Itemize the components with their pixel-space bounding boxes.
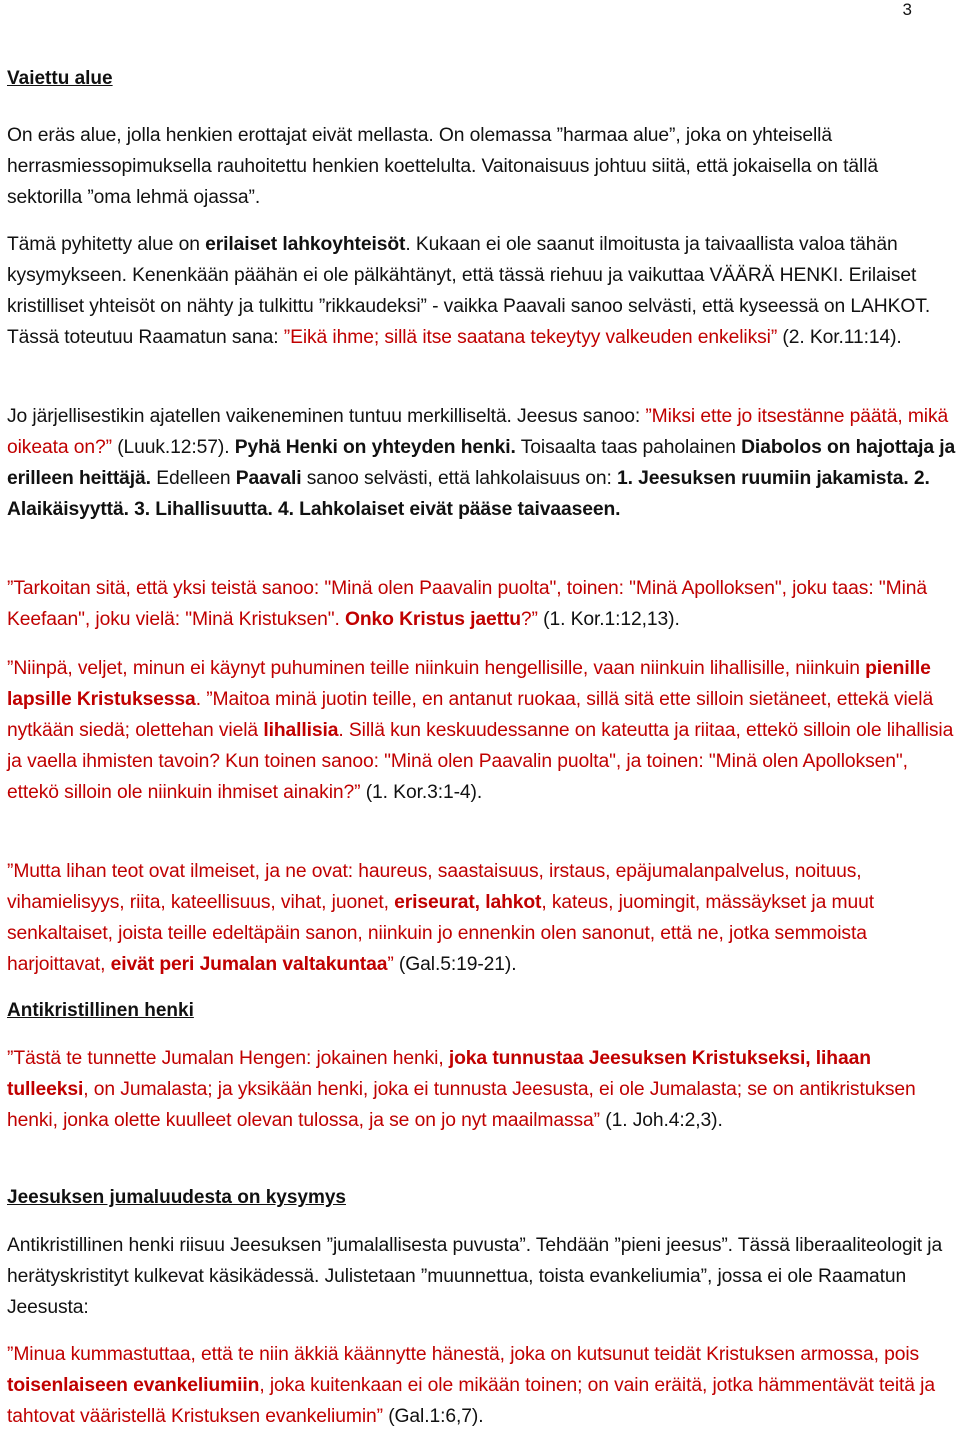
paragraph-vaikeneminen: Jo järjellisestikin ajatellen vaikeneminen tuntuu merkilliseltä. Jeesus sanoo: ”Miksi ette jo itsestänne päätä, mikä oikeata on?” (Luuk.12:57). Pyhä Henki on yhteyden henki. Toisaalta taas paholainen Diabolos on hajottaja ja erilleen heittäjä. Edelleen Paavali sanoo selvästi, että lahkolaisuus on: 1. Jeesuksen ruumiin jakamista. 2. Alaikäisyyttä. 3. Lihallisuutta. 4. Lahkolaiset eivät pääse taivaaseen. — [7, 406, 956, 520]
quote-1-kor-1: ”Tarkoitan sitä, että yksi teistä sanoo: "Minä olen Paavalin puolta", toinen: "Minä Apolloksen", joku taas: "Minä Keefaan", joku vielä: "Minä Kristuksen". Onko Kristus jaettu?” (1. Kor.1:12,13). — [7, 578, 927, 630]
page-number: 3 — [902, 0, 912, 19]
quote-gal-1: ”Minua kummastuttaa, että te niin äkkiä käännytte hänestä, joka on kutsunut teidät Kristuksen armossa, pois toisenlaiseen evankeliumiin, joka kuitenkaan ei ole mikään toinen; on vain eräitä, jotka hämmentävät teitä ja tahtovat vääristellä Kristuksen evankeliumin” (Gal.1:6,7). — [7, 1344, 935, 1427]
bible-quote: ”Miksi ette jo itsestänne päätä, mikä oikeata on?” — [7, 406, 949, 458]
section-title-jeesuksen-jumaluudesta: Jeesuksen jumaluudesta on kysymys — [7, 1187, 346, 1208]
paragraph-lahkot: Tämä pyhitetty alue on erilaiset lahkoyhteisöt. Kukaan ei ole saanut ilmoitusta ja taivaallista valoa tähän kysymykseen. Kenenkään päähän ei ole pälkähtänyt, että tässä riehuu ja vaikuttaa VÄÄRÄ HENKI. Erilaiset kristilliset yhteisöt on nähty ja tulkittu ”rikkaudeksi” - vaikka Paavali sanoo selvästi, että kyseessä on LAHKOT. Tässä toteutuu Raamatun sana: ”Eikä ihme; sillä itse saatana tekeytyy valkeuden enkeliksi” (2. Kor.11:14). — [7, 234, 931, 348]
quote-gal-5: ”Mutta lihan teot ovat ilmeiset, ja ne ovat: haureus, saastaisuus, irstaus, epäjumalanpalvelus, noituus, vihamielisyys, riita, kateellisuus, vihat, juonet, eriseurat, lahkot, kateus, juomingit, mässäykset ja muut senkaltaiset, joista teille edeltäpäin sanon, niinkuin jo ennenkin olen sanonut, että ne, jotka semmoista harjoittavat, eivät peri Jumalan valtakuntaa” (Gal.5:19-21). — [7, 861, 874, 975]
section-title-vaiettu-alue: Vaiettu alue — [7, 68, 113, 89]
quote-1-kor-3: ”Niinpä, veljet, minun ei käynyt puhuminen teille niinkuin hengellisille, vaan niinkuin lihallisille, niinkuin pienille lapsille Kristuksessa. ”Maitoa minä juotin teille, en antanut ruokaa, sillä sitä ette silloin sietäneet, ettekä vielä nytkään siedä; olettehan vielä lihallisia. Sillä kun keskuudessanne on kateutta ja riitaa, ettekö silloin ole lihallisia ja vaella ihmisten tavoin? Kun toinen sanoo: "Minä olen Paavalin puolta", ja toinen: "Minä olen Apolloksen", ettekö silloin ole niinkuin ihmiset ainakin?” (1. Kor.3:1-4). — [7, 658, 954, 803]
paragraph-intro: On eräs alue, jolla henkien erottajat eivät mellasta. On olemassa ”harmaa alue”, joka on yhteisellä herrasmiessopimuksella rauhoitettu henkien koettelulta. Vaitonaisuus johtuu siitä, että jokaisella on tällä sektorilla ”oma lehmä ojassa”. — [7, 125, 879, 208]
bible-quote: ”Eikä ihme; sillä itse saatana tekeytyy valkeuden enkeliksi” — [283, 327, 778, 348]
quote-1-joh-4: ”Tästä te tunnette Jumalan Hengen: jokainen henki, joka tunnustaa Jeesuksen Kristukseksi, lihaan tulleeksi, on Jumalasta; ja yksikään henki, joka ei tunnusta Jeesusta, ei ole Jumalasta; se on antikristuksen henki, jonka olette kuulleet olevan tulossa, ja se on jo nyt maailmassa” (1. Joh.4:2,3). — [7, 1048, 916, 1131]
section-title-antikristillinen-henki: Antikristillinen henki — [7, 1000, 194, 1021]
paragraph-antikristillinen: Antikristillinen henki riisuu Jeesuksen ”jumalallisesta puvusta”. Tehdään ”pieni jeesus”. Tässä liberaaliteologit ja herätyskristityt kulkevat käsikädessä. Julistetaan ”muunnettua, toista evankeliumia”, jossa ei ole Raamatun Jeesusta: — [7, 1235, 943, 1318]
